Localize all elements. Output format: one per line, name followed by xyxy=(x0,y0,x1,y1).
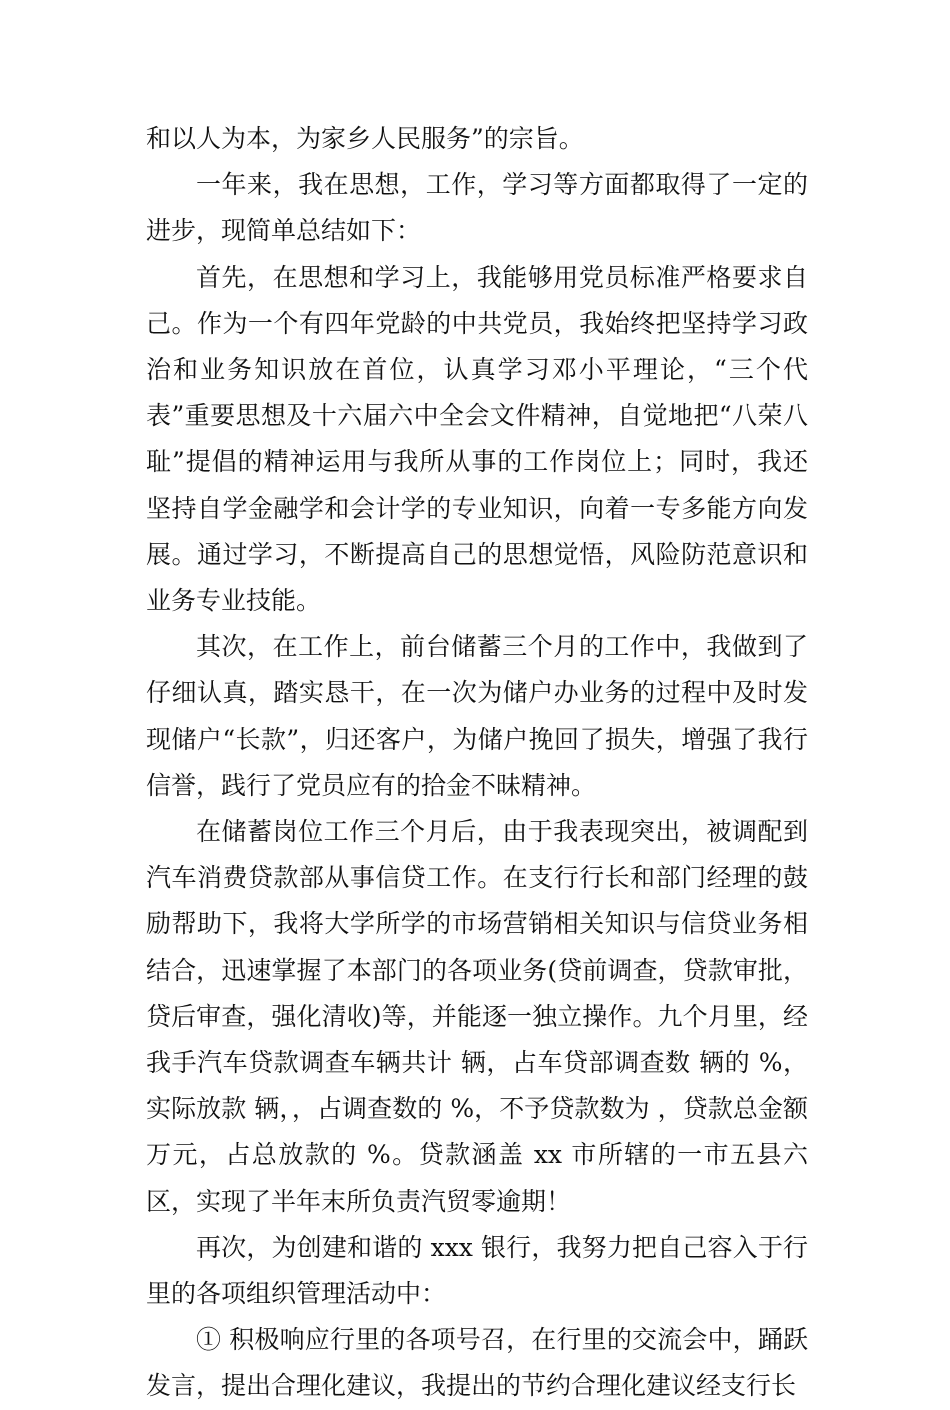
paragraph-1: 和以人为本，为家乡人民服务”的宗旨。 xyxy=(146,124,584,153)
paragraph-5: 在储蓄岗位工作三个月后，由于我表现突出，被调配到汽车消费贷款部从事信贷工作。在支行行长和部门经理的鼓励帮助下，我将大学所学的市场营销相关知识与信贷业务相结合，迅速掌握了本部门的各项业务(贷前调查，贷款审批，贷后审查，强化清收)等，并能逐一独立操作。九个月里，经我手汽车贷款调查车辆共计 辆，占车贷部调查数 辆的 %，实际放款 辆，，占调查数的 %，不予贷款数为 ，贷款总金额 万元，占总放款的 %。贷款涵盖 xx 市所辖的一市五县六区，实现了半年末所负责汽贸零逾期！ xyxy=(146,817,808,1216)
paragraph-2: 一年来，我在思想，工作，学习等方面都取得了一定的进步，现简单总结如下： xyxy=(146,170,808,246)
paragraph-3: 首先，在思想和学习上，我能够用党员标准严格要求自己。作为一个有四年党龄的中共党员，我始终把坚持学习政治和业务知识放在首位，认真学习邓小平理论，“三个代表”重要思想及十六届六中全会文件精神，自觉地把“八荣八耻”提倡的精神运用与我所从事的工作岗位上；同时，我还坚持自学金融学和会计学的专业知识，向着一专多能方向发展。通过学习，不断提高自己的思想觉悟，风险防范意识和业务专业技能。 xyxy=(146,262,808,616)
document-body xyxy=(146,116,808,1410)
paragraph-7: ① 积极响应行里的各项号召，在行里的交流会中，踊跃发言，提出合理化建议，我提出的节约合理化建议经支行长 xyxy=(146,1325,808,1401)
paragraph-4: 其次，在工作上，前台储蓄三个月的工作中，我做到了仔细认真，踏实恳干，在一次为储户办业务的过程中及时发现储户“长款”，归还客户，为储户挽回了损失，增强了我行信誉，践行了党员应有的拾金不昧精神。 xyxy=(146,632,808,800)
paragraph-6: 再次，为创建和谐的 xxx 银行，我努力把自己容入于行里的各项组织管理活动中： xyxy=(146,1232,808,1309)
